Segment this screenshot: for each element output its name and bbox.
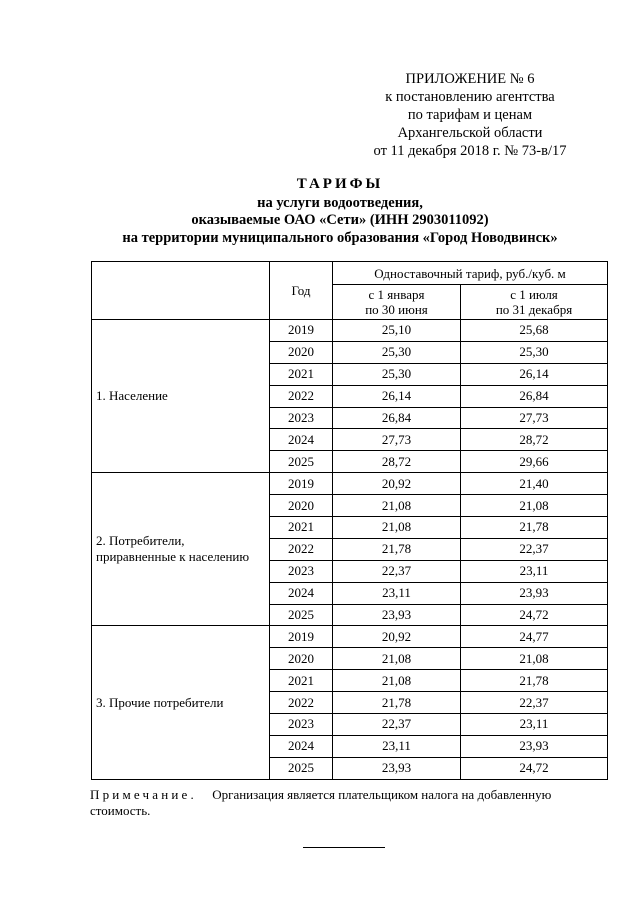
tariff-first-half-cell: 21,08 [333, 517, 461, 539]
table-row [92, 473, 608, 495]
tariff-first-half-cell: 23,93 [333, 604, 461, 626]
table-row [92, 320, 608, 342]
table-row [92, 626, 608, 648]
tariff-first-half-cell: 26,84 [333, 407, 461, 429]
tariff-second-half-cell: 27,73 [461, 407, 608, 429]
tariff-second-half-cell: 24,77 [461, 626, 608, 648]
tariff-second-half-cell: 23,93 [461, 582, 608, 604]
appendix-date: от 11 декабря 2018 г. № 73-в/17 [373, 143, 567, 159]
tariff-first-half-cell: 22,37 [333, 560, 461, 582]
tariff-second-half-cell: 21,40 [461, 473, 608, 495]
tariff-first-half-cell: 25,30 [333, 363, 461, 385]
tariff-second-half-cell: 23,11 [461, 560, 608, 582]
year-cell: 2022 [270, 692, 333, 714]
document-subtitle: на услуги водоотведения, [257, 194, 423, 211]
tariff-first-half-cell: 20,92 [333, 473, 461, 495]
year-cell: 2019 [270, 320, 333, 342]
tariff-second-half-cell: 24,72 [461, 604, 608, 626]
tariff-first-half-cell: 21,08 [333, 495, 461, 517]
year-cell: 2023 [270, 407, 333, 429]
note-text: Организация является плательщиком налога на добавленную стоимость. [90, 787, 552, 818]
tariff-second-half-cell: 21,08 [461, 648, 608, 670]
tariff-second-half-cell: 25,68 [461, 320, 608, 342]
consumer-category: 1. Население [92, 320, 270, 473]
consumer-category: 3. Прочие потребители [92, 626, 270, 779]
year-cell: 2020 [270, 648, 333, 670]
document-title-block [60, 176, 620, 247]
header-period-first-half: с 1 января по 30 июня [333, 285, 461, 320]
year-cell: 2020 [270, 341, 333, 363]
tariff-first-half-cell: 28,72 [333, 451, 461, 473]
tariff-first-half-cell: 26,14 [333, 385, 461, 407]
document-title: ТАРИФЫ [296, 176, 384, 192]
tariff-table-body [92, 320, 608, 780]
year-cell: 2024 [270, 735, 333, 757]
tariff-second-half-cell: 25,30 [461, 341, 608, 363]
tariff-first-half-cell: 21,78 [333, 692, 461, 714]
year-cell: 2021 [270, 670, 333, 692]
year-cell: 2023 [270, 560, 333, 582]
tariff-second-half-cell: 22,37 [461, 692, 608, 714]
tariff-second-half-cell: 28,72 [461, 429, 608, 451]
note [90, 787, 612, 819]
tariff-second-half-cell: 26,14 [461, 363, 608, 385]
tariff-first-half-cell: 27,73 [333, 429, 461, 451]
header-year: Год [270, 262, 333, 320]
tariff-second-half-cell: 21,78 [461, 670, 608, 692]
tariff-second-half-cell: 22,37 [461, 538, 608, 560]
tariff-first-half-cell: 21,78 [333, 538, 461, 560]
year-cell: 2025 [270, 757, 333, 779]
tariff-first-half-cell: 22,37 [333, 714, 461, 736]
closing-divider [303, 847, 385, 848]
header-category-cell [92, 262, 270, 320]
appendix-line: Архангельской области [397, 125, 543, 141]
tariff-table [91, 261, 608, 780]
note-label: Примечание. [90, 787, 197, 802]
appendix-line: по тарифам и ценам [407, 107, 533, 123]
consumer-category: 2. Потребители, приравненные к населению [92, 473, 270, 626]
document-subtitle: оказываемые ОАО «Сети» (ИНН 2903011092) [191, 212, 489, 228]
appendix-line: к постановлению агентства [385, 89, 555, 105]
year-cell: 2024 [270, 582, 333, 604]
year-cell: 2024 [270, 429, 333, 451]
year-cell: 2021 [270, 363, 333, 385]
year-cell: 2019 [270, 473, 333, 495]
tariff-second-half-cell: 23,93 [461, 735, 608, 757]
tariff-first-half-cell: 25,10 [333, 320, 461, 342]
tariff-second-half-cell: 23,11 [461, 714, 608, 736]
year-cell: 2022 [270, 538, 333, 560]
appendix-header [330, 70, 610, 160]
tariff-first-half-cell: 21,08 [333, 670, 461, 692]
header-tariff: Одноставочный тариф, руб./куб. м [333, 262, 608, 285]
year-cell: 2022 [270, 385, 333, 407]
tariff-second-half-cell: 21,08 [461, 495, 608, 517]
document-subtitle: на территории муниципального образования «Город Новодвинск» [122, 229, 558, 246]
tariff-second-half-cell: 29,66 [461, 451, 608, 473]
year-cell: 2020 [270, 495, 333, 517]
year-cell: 2025 [270, 604, 333, 626]
header-period-second-half: с 1 июля по 31 декабря [461, 285, 608, 320]
year-cell: 2023 [270, 714, 333, 736]
tariff-first-half-cell: 23,11 [333, 582, 461, 604]
tariff-first-half-cell: 21,08 [333, 648, 461, 670]
year-cell: 2025 [270, 451, 333, 473]
year-cell: 2021 [270, 517, 333, 539]
year-cell: 2019 [270, 626, 333, 648]
tariff-first-half-cell: 20,92 [333, 626, 461, 648]
tariff-second-half-cell: 26,84 [461, 385, 608, 407]
appendix-number: ПРИЛОЖЕНИЕ № 6 [405, 71, 535, 87]
tariff-first-half-cell: 25,30 [333, 341, 461, 363]
tariff-first-half-cell: 23,93 [333, 757, 461, 779]
tariff-second-half-cell: 24,72 [461, 757, 608, 779]
tariff-first-half-cell: 23,11 [333, 735, 461, 757]
tariff-second-half-cell: 21,78 [461, 517, 608, 539]
